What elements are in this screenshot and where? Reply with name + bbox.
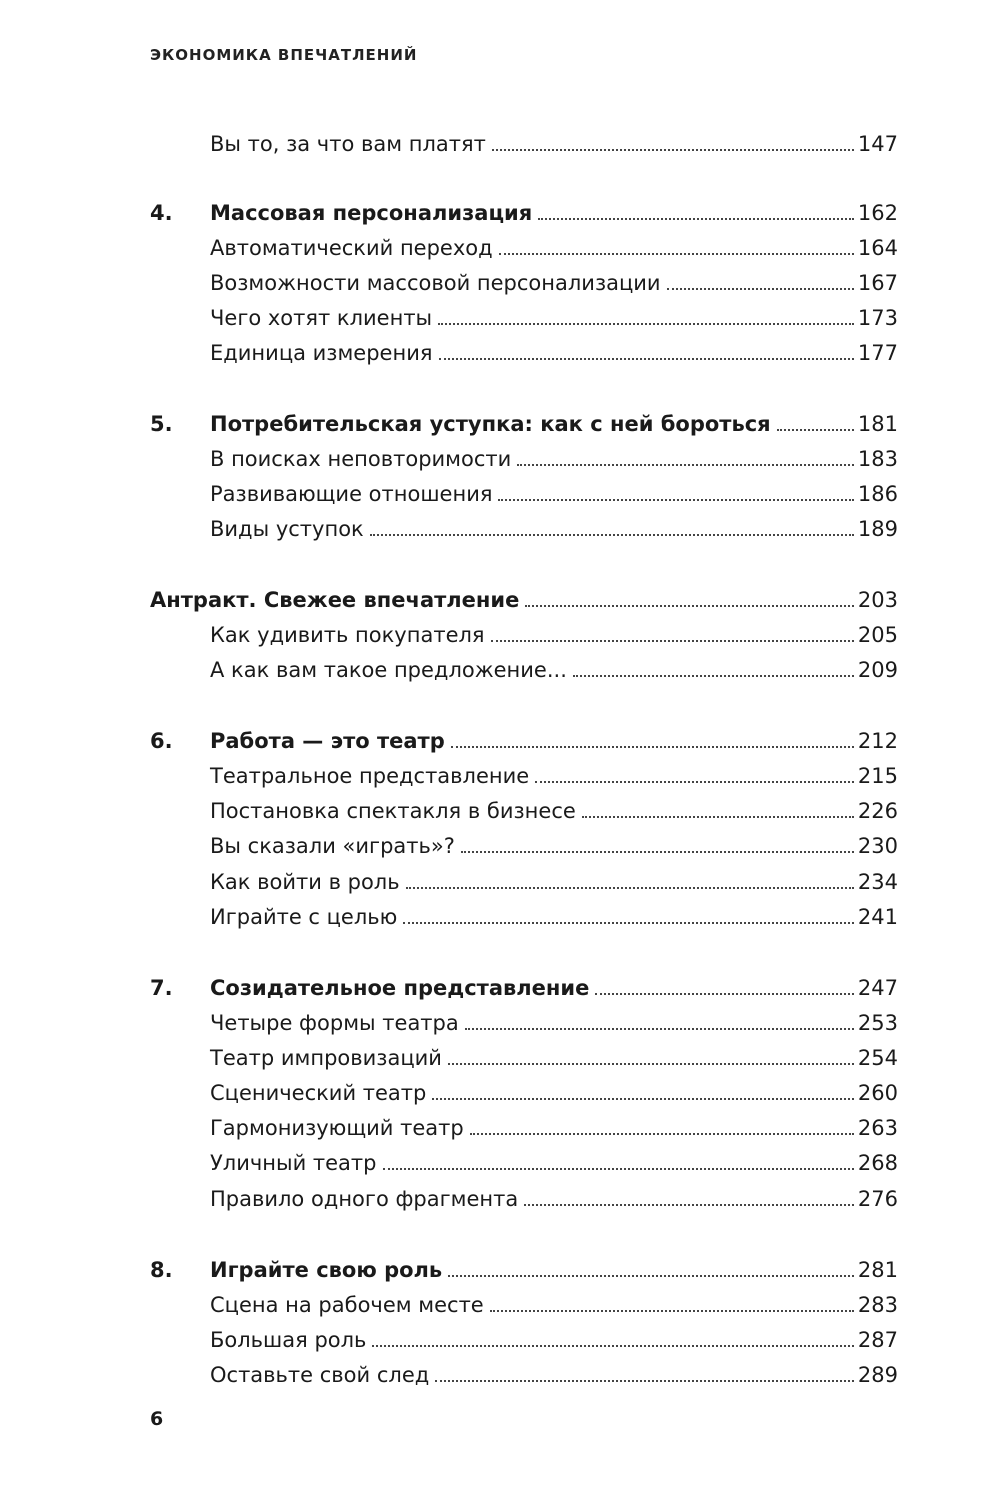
dot-leader [448,1275,854,1277]
entry-page-number: 287 [857,1328,898,1352]
entry-page-number: 181 [857,412,898,436]
entry-title: Гармонизующий театр [210,1116,464,1140]
chapter-number: 6. [150,729,173,753]
dot-leader [777,429,854,431]
entry-title: Потребительская уступка: как с ней бороться [210,412,771,436]
chapter-number: 8. [150,1258,173,1282]
entry-title: Автоматический переход [210,236,493,260]
entry-page-number: 283 [857,1293,898,1317]
entry-page-number: 226 [857,799,898,823]
entry-page-number: 234 [857,870,898,894]
toc-chapter-entry [150,720,898,755]
entry-title: Театральное представление [210,764,530,788]
entry-page-number: 253 [857,1011,898,1035]
dot-leader [370,534,854,536]
entry-title: А как вам такое предложение... [210,658,567,682]
chapter-number: 4. [150,201,173,225]
entry-title: Четыре формы театра [210,1011,459,1035]
entry-page-number: 177 [857,341,898,365]
entry-page-number: 173 [857,306,898,330]
dot-leader [448,1063,854,1065]
dot-leader [535,781,854,783]
entry-page-number: 164 [857,236,898,260]
chapter-number: 5. [150,412,173,436]
dot-leader [383,1168,854,1170]
toc-section-entry [210,123,898,158]
entry-page-number: 203 [857,588,898,612]
dot-leader [499,253,854,255]
dot-leader [451,746,854,748]
toc-section-entry [210,1319,898,1354]
entry-title: Массовая персонализация [210,201,533,225]
toc-section-entry [210,861,898,896]
dot-leader [573,675,854,677]
toc-section-entry [210,1284,898,1319]
entry-page-number: 281 [857,1258,898,1282]
entry-title: Постановка спектакля в бизнесе [210,799,576,823]
toc-section-entry [210,790,898,825]
entry-page-number: 189 [857,517,898,541]
toc-section-entry [210,332,898,367]
toc-section-entry [210,614,898,649]
dot-leader [582,816,854,818]
dot-leader [491,640,854,642]
entry-title: Как войти в роль [210,870,400,894]
entry-title: Театр импровизаций [210,1046,442,1070]
dot-leader [525,605,854,607]
toc-section-entry [210,473,898,508]
dot-leader [465,1028,854,1030]
toc-section-entry [210,262,898,297]
entry-title: Антракт. Свежее впечатление [150,588,520,612]
toc-chapter-entry [150,967,898,1002]
entry-page-number: 167 [857,271,898,295]
toc-chapter-entry [150,403,898,438]
entry-page-number: 254 [857,1046,898,1070]
entry-title: Единица измерения [210,341,433,365]
entry-title: В поисках неповторимости [210,447,512,471]
entry-page-number: 289 [857,1363,898,1387]
entry-title: Оставьте свой след [210,1363,430,1387]
entry-title: Как удивить покупателя [210,623,485,647]
dot-leader [492,149,854,151]
dot-leader [524,1204,854,1206]
toc-section-entry [210,1354,898,1389]
toc-section-entry [210,896,898,931]
dot-leader [667,288,854,290]
dot-leader [439,358,854,360]
entry-page-number: 205 [857,623,898,647]
dot-leader [432,1098,854,1100]
dot-leader [470,1133,854,1135]
entry-title: Виды уступок [210,517,364,541]
dot-leader [461,851,854,853]
entry-page-number: 247 [857,976,898,1000]
toc-section-entry [210,1072,898,1107]
toc-section-entry [210,508,898,543]
entry-title: Сцена на рабочем месте [210,1293,484,1317]
toc-section-entry [210,825,898,860]
entry-page-number: 209 [857,658,898,682]
chapter-number: 7. [150,976,173,1000]
entry-title: Вы то, за что вам платят [210,132,486,156]
dot-leader [538,218,854,220]
entry-page-number: 241 [857,905,898,929]
dot-leader [372,1345,853,1347]
entry-title: Правило одного фрагмента [210,1187,519,1211]
toc-section-entry [210,297,898,332]
entry-title: Развивающие отношения [210,482,493,506]
entry-title: Играйте с целью [210,905,398,929]
toc-section-entry [210,438,898,473]
entry-title: Уличный театр [210,1151,377,1175]
toc-interlude-entry [150,579,898,614]
running-head: ЭКОНОМИКА ВПЕЧАТЛЕНИЙ [150,46,418,64]
toc-section-entry [210,1142,898,1177]
entry-title: Сценический театр [210,1081,427,1105]
toc-section-entry [210,1107,898,1142]
toc-section-entry [210,649,898,684]
entry-page-number: 162 [857,201,898,225]
entry-page-number: 268 [857,1151,898,1175]
entry-page-number: 212 [857,729,898,753]
dot-leader [403,922,854,924]
entry-title: Вы сказали «играть»? [210,834,455,858]
entry-title: Большая роль [210,1328,367,1352]
dot-leader [435,1380,854,1382]
entry-title: Чего хотят клиенты [210,306,433,330]
entry-page-number: 215 [857,764,898,788]
toc-section-entry [210,1002,898,1037]
entry-page-number: 276 [857,1187,898,1211]
dot-leader [498,499,853,501]
toc-chapter-entry [150,1249,898,1284]
entry-title: Работа — это театр [210,729,445,753]
entry-page-number: 186 [857,482,898,506]
toc-chapter-entry [150,192,898,227]
entry-page-number: 147 [857,132,898,156]
entry-page-number: 183 [857,447,898,471]
dot-leader [406,887,854,889]
entry-title: Играйте свою роль [210,1258,443,1282]
toc-section-entry [210,1178,898,1213]
dot-leader [517,464,854,466]
toc-section-entry [210,1037,898,1072]
dot-leader [490,1310,854,1312]
toc-section-entry [210,227,898,262]
entry-title: Созидательное представление [210,976,590,1000]
page-number: 6 [150,1408,164,1430]
entry-page-number: 263 [857,1116,898,1140]
entry-title: Возможности массовой персонализации [210,271,661,295]
toc-section-entry [210,755,898,790]
dot-leader [595,993,854,995]
entry-page-number: 260 [857,1081,898,1105]
entry-page-number: 230 [857,834,898,858]
dot-leader [438,323,854,325]
